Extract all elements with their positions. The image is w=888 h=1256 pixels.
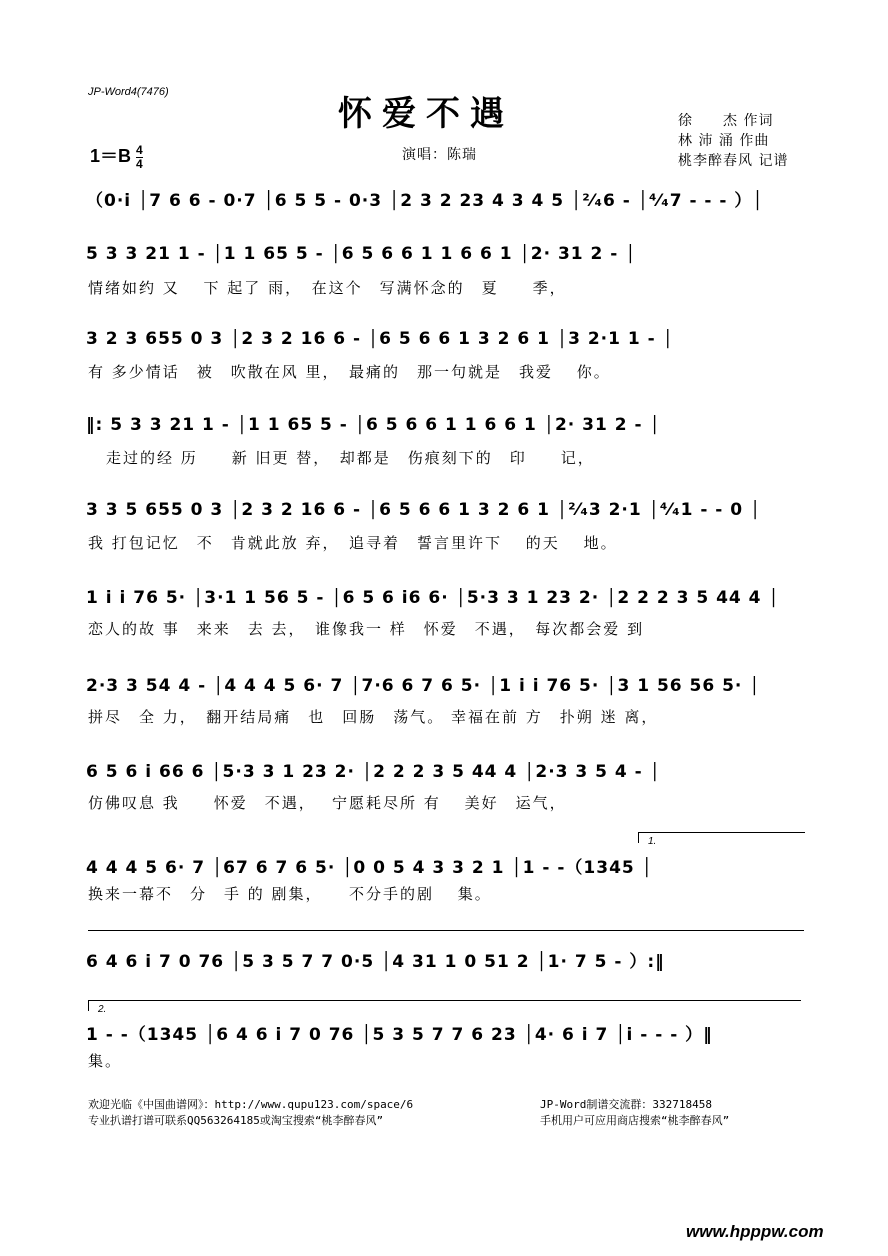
singer-credit: 演唱：陈瑞	[402, 147, 477, 163]
composer-credit: 林 沛 涌 作曲	[678, 133, 770, 149]
system-5-notes: 3 3 5 655 0 3 │2 3 2 16 6 - │6 5 6 6 1 3 2 6 1 │²⁄₄3 2·1 │⁴⁄₄1 - - 0 │	[86, 500, 762, 520]
system-6-notes: 1 i i 76 5· │3·1 1 56 5 - │6 5 6 i6 6· │5·3 3 1 23 2· │2 2 2 3 5 44 4 │	[86, 588, 780, 608]
system-6-lyrics: 恋人的故 事 来来 去 去， 谁像我一 样 怀爱 不遇， 每次都会爱 到	[88, 620, 645, 638]
transcriber-credit: 桃李醉春风 记谱	[678, 153, 789, 169]
system-3-notes: 3 2 3 655 0 3 │2 3 2 16 6 - │6 5 6 6 1 3 2 6 1 │3 2·1 1 - │	[86, 329, 674, 349]
system-7-lyrics: 拼尽 全 力， 翻开结局痛 也 回肠 荡气。 幸福在前 方 扑朔 迷 离，	[88, 708, 659, 726]
system-8-notes: 6 5 6 i 66 6 │5·3 3 1 23 2· │2 2 2 3 5 44 4 │2·3 3 5 4 - │	[86, 762, 661, 782]
system-11-notes: 1 - -（1345 │6 4 6 i 7 0 76 │5 3 5 7 7 6 23 │4· 6 i 7 │i - - - ）‖	[86, 1025, 713, 1045]
second-ending-label: 2.	[98, 1004, 107, 1015]
key-signature	[90, 142, 143, 170]
time-signature	[136, 142, 143, 171]
system-10-notes: 6 4 6 i 7 0 76 │5 3 5 7 7 0·5 │4 31 1 0 51 2 │1· 7 5 - ）:‖	[86, 952, 665, 972]
watermark-url[interactable]: www.hpppw.com	[686, 1222, 824, 1241]
system-8-lyrics: 仿佛叹息 我 怀爱 不遇， 宁愿耗尽所 有 美好 运气，	[88, 794, 567, 812]
system-5-lyrics: 我 打包记忆 不 肯就此放 弃， 追寻着 誓言里许下 的天 地。	[88, 534, 618, 552]
footer-site-link[interactable]: 欢迎光临《中国曲谱网》：http://www.qupu123.com/space/6	[88, 1098, 414, 1111]
system-4-lyrics: 走过的经 历 新 旧更 替， 却都是 伤痕刻下的 印 记，	[106, 449, 595, 467]
first-ending-bracket	[638, 832, 805, 843]
system-9-lyrics: 换来一幕不 分 手 的 剧集， 不分手的剧 集。	[88, 885, 492, 903]
footer-mobile-info: 手机用户可应用商店搜索“桃李醉春风”	[540, 1114, 730, 1127]
system-3-lyrics: 有 多少情话 被 吹散在风 里， 最痛的 那一句就是 我爱 你。	[88, 363, 611, 381]
system-2-notes: 5 3 3 21 1 - │1 1 65 5 - │6 5 6 6 1 1 6 6 1 │2· 31 2 - │	[86, 244, 637, 264]
footer-group-info: JP-Word制谱交流群：332718458	[540, 1098, 712, 1111]
footer-contact-info: 专业扒谱打谱可联系QQ563264185或淘宝搜索“桃李醉春风”	[88, 1114, 384, 1127]
first-ending-continuation	[88, 930, 804, 931]
time-denominator: 4	[136, 156, 143, 171]
system-9-notes: 4 4 4 5 6· 7 │67 6 7 6 5· │0 0 5 4 3 3 2 1 │1 - -（1345 │	[86, 858, 653, 878]
system-11-lyrics: 集。	[88, 1052, 123, 1070]
system-1-notes: （0·i │7 6 6 - 0·7 │6 5 5 - 0·3 │2 3 2 23 4 3 4 5 │²⁄₄6 - │⁴⁄₄7 - - - ）│	[86, 191, 764, 211]
second-ending-bracket	[88, 1000, 801, 1011]
system-2-lyrics: 情绪如约 又 下 起了 雨， 在这个 写满怀念的 夏 季，	[88, 279, 567, 297]
system-7-notes: 2·3 3 54 4 - │4 4 4 5 6· 7 │7·6 6 7 6 5· │1 i i 76 5· │3 1 56 56 5· │	[86, 676, 761, 696]
key-label: 1＝B	[90, 146, 132, 166]
song-title: 怀爱不遇	[338, 94, 514, 134]
time-numerator: 4	[136, 142, 143, 157]
lyricist-credit: 徐 杰 作词	[678, 113, 774, 129]
software-label: JP-Word4(7476)	[88, 86, 169, 98]
first-ending-label: 1.	[648, 836, 657, 847]
system-4-notes: ‖: 5 3 3 21 1 - │1 1 65 5 - │6 5 6 6 1 1 6 6 1 │2· 31 2 - │	[86, 415, 661, 435]
